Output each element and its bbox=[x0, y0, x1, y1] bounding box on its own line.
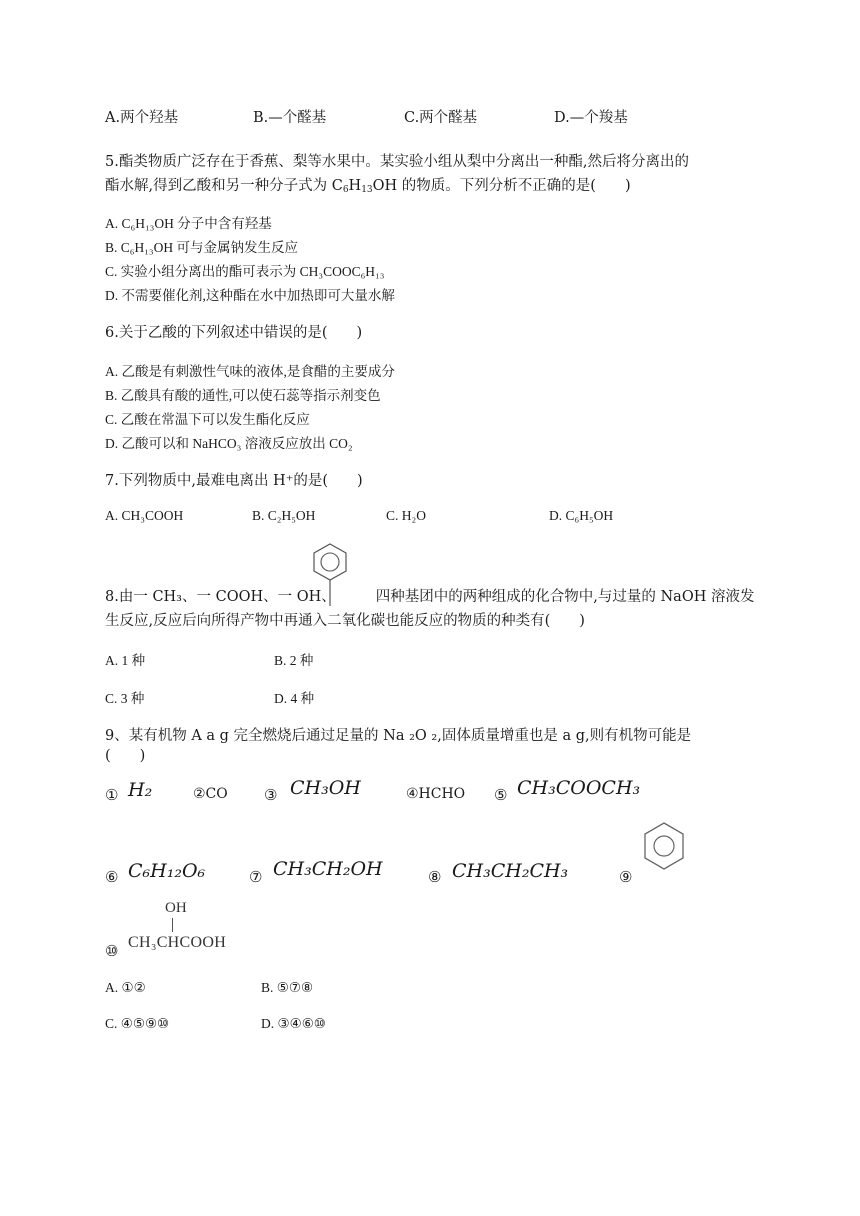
option-c-text: C.两个醛基 bbox=[404, 110, 478, 126]
benzene-ring-icon bbox=[641, 820, 687, 874]
q9-option-c: C. ④⑤⑨⑩ bbox=[105, 1016, 170, 1031]
q7-option-b: B. C₂H₅OH bbox=[252, 508, 316, 523]
q9-stem-line2: ( ) bbox=[105, 748, 146, 764]
choice-3-formula: CH₃OH bbox=[290, 777, 361, 799]
lactic-acid-bond bbox=[172, 918, 173, 932]
lactic-acid-oh: OH bbox=[165, 900, 187, 916]
q8-option-b: B. 2 种 bbox=[274, 653, 314, 668]
q8-option-a: A. 1 种 bbox=[105, 653, 146, 668]
choice-4-formula: ④HCHO bbox=[406, 786, 466, 802]
q6-option-b: B. 乙酸具有酸的通性,可以使石蕊等指示剂变色 bbox=[105, 388, 381, 403]
q7-option-a: A. CH₃COOH bbox=[105, 508, 184, 523]
q5-option-c: C. 实验小组分离出的酯可表示为 CH₃COOC₆H₁₃ bbox=[105, 264, 385, 279]
q7-option-d: D. C₆H₅OH bbox=[549, 508, 614, 523]
lactic-acid-formula: CH₃CHCOOH bbox=[128, 934, 227, 951]
choice-5-formula: CH₃COOCH₃ bbox=[517, 777, 641, 799]
q8-stem-line1: 8.由一 CH₃、一 COOH、一 OH、 四种基团中的两种组成的化合物中,与过量的 NaOH 溶液发 bbox=[105, 589, 755, 605]
option-a-text: A.两个羟基 bbox=[105, 110, 179, 126]
choice-3-number: ③ bbox=[264, 786, 278, 804]
choice-9-number: ⑨ bbox=[619, 868, 633, 886]
q8-option-d: D. 4 种 bbox=[274, 691, 315, 706]
q9-option-d: D. ③④⑥⑩ bbox=[261, 1016, 326, 1031]
q5-option-a: A. C₆H₁₃OH 分子中含有羟基 bbox=[105, 216, 272, 231]
choice-1-formula: H₂ bbox=[128, 779, 153, 801]
option-d-text: D.—个羧基 bbox=[554, 110, 628, 126]
q9-option-b: B. ⑤⑦⑧ bbox=[261, 980, 314, 995]
option-b-text: B.—个醛基 bbox=[253, 110, 327, 126]
q7-option-c: C. H₂O bbox=[386, 508, 426, 523]
choice-6-formula: C₆H₁₂O₆ bbox=[128, 860, 206, 882]
q5-stem-line2: 酯水解,得到乙酸和另一种分子式为 $C_6H_{13}OH$ 的物质。下列分析不正确的是( ) bbox=[105, 178, 631, 195]
q5-stem-line1: 5.酯类物质广泛存在于香蕉、梨等水果中。某实验小组从梨中分离出一种酯,然后将分离出的 bbox=[105, 154, 689, 170]
choice-2-formula: ②CO bbox=[193, 786, 228, 802]
q7-stem: 7.下列物质中,最难电离出 H⁺的是( ) bbox=[105, 473, 363, 489]
choice-5-number: ⑤ bbox=[494, 786, 508, 804]
q9-option-a: A. ①② bbox=[105, 980, 146, 995]
q8-stem-line2: 生反应,反应后向所得产物中再通入二氧化碳也能反应的物质的种类有( ) bbox=[105, 613, 585, 629]
q6-option-d: D. 乙酸可以和 NaHCO₃ 溶液反应放出 CO₂ bbox=[105, 436, 353, 451]
q9-stem-line1: 9、某有机物 A a g 完全燃烧后通过足量的 Na ₂O ₂,固体质量增重也是 a g,则有机物可能是 bbox=[105, 728, 692, 744]
choice-1-number: ① bbox=[105, 786, 119, 804]
q5-option-d: D. 不需要催化剂,这种酯在水中加热即可大量水解 bbox=[105, 288, 395, 303]
q6-option-a: A. 乙酸是有刺激性气味的液体,是食醋的主要成分 bbox=[105, 364, 395, 379]
q5-option-b: B. C₆H₁₃OH 可与金属钠发生反应 bbox=[105, 240, 299, 255]
q6-option-c: C. 乙酸在常温下可以发生酯化反应 bbox=[105, 412, 310, 427]
choice-10-number: ⑩ bbox=[105, 942, 119, 960]
choice-8-formula: CH₃CH₂CH₃ bbox=[452, 860, 569, 882]
choice-7-number: ⑦ bbox=[249, 868, 263, 886]
q8-option-c: C. 3 种 bbox=[105, 691, 145, 706]
choice-7-formula: CH₃CH₂OH bbox=[273, 858, 383, 880]
q6-stem: 6.关于乙酸的下列叙述中错误的是( ) bbox=[105, 325, 363, 341]
choice-6-number: ⑥ bbox=[105, 868, 119, 886]
choice-8-number: ⑧ bbox=[428, 868, 442, 886]
